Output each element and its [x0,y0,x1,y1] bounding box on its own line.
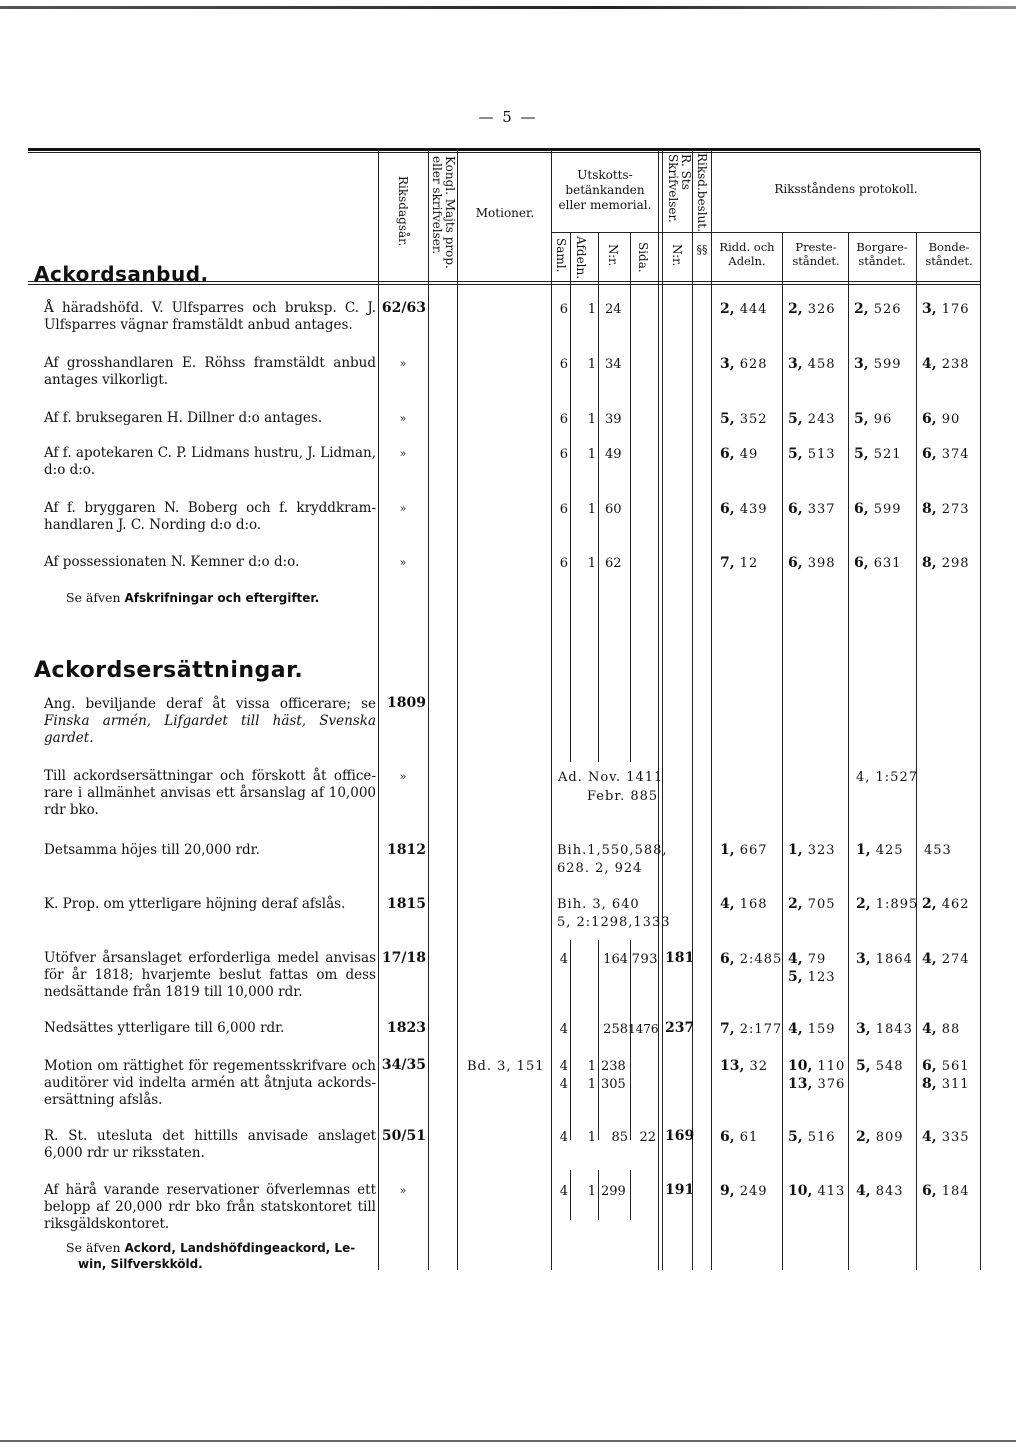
preste-page: 323 [807,843,836,858]
preste-page: 516 [807,1130,836,1145]
bonde-page: 90 [941,412,961,427]
saml-value: 6 [559,302,568,317]
utskott-ref: Ad. Nov. 1411 [558,770,664,785]
ridd-page: 32 [749,1059,769,1074]
preste-vol: 1, [788,842,803,858]
preste-page: 376 [817,1077,846,1092]
row-description: Af härå varande reservationer öfverlemnas ett belopp af 20,000 rdr bko från statskontoret till riksgäldskontoret. [44,1182,376,1232]
preste-page: 513 [807,447,836,462]
ridd-page: 168 [739,897,768,912]
bonde-page: 335 [941,1130,970,1145]
nr-value: 24 [605,302,622,317]
afdeln-value: 1 [587,502,596,517]
bonde-page: 311 [941,1077,970,1092]
bonde-vol: 4, [922,1129,937,1145]
ridd-vol: 1, [720,842,735,858]
table-top-rule-inner [28,152,980,153]
nr-value: 258 [603,1022,628,1037]
borgare-vol: 6, [854,501,869,517]
preste-vol: 3, [788,356,803,372]
header-preste: Preste- ståndet. [792,240,840,268]
preste-vol: 6, [788,555,803,571]
col-rule [598,1170,599,1220]
nr-value: 164 [603,952,628,967]
header-borgare: Borgare- ståndet. [856,240,908,268]
utskott-ref: Febr. 885 [587,789,659,804]
borgare-vol: 5, [854,411,869,427]
ridd-vol: 7, [720,1021,735,1037]
afdeln-value: 1 [587,412,596,427]
see-also-2: Se äfven Ackord, Landshöfdingeackord, Le- [66,1240,356,1255]
preste-vol: 13, [788,1076,813,1092]
utskott-ref: 5, 2:1298,1333 [557,915,671,930]
saml-value: 6 [559,502,568,517]
header-protokoll: Riksståndens protokoll. [774,182,918,196]
borgare-page: 548 [875,1059,904,1074]
header-kongl: Kongl. Majts prop. eller skrifvelser. [430,156,457,269]
header-riksdagsar: Riksdagsår. [396,176,410,247]
afdeln-value: 1 [587,1184,596,1199]
subheader-rule-right [711,232,980,233]
ridd-page: 61 [739,1130,759,1145]
col-rule [570,232,571,762]
bonde-page: 184 [941,1184,970,1199]
ridd-page: 2:485 [739,952,783,967]
borgare-page: 843 [875,1184,904,1199]
ridd-vol: 4, [720,896,735,912]
header-sida: Sida. [636,242,650,273]
row-year: 1812 [387,842,426,858]
ridd-page: 249 [739,1184,768,1199]
row-year: » [399,502,407,515]
motion-ref: Bd. 3, 151 [467,1059,545,1074]
row-year: » [399,357,407,370]
bonde-page: 298 [941,556,970,571]
afdeln-value: 1 [587,302,596,317]
borgare-page: 809 [875,1130,904,1145]
col-rule [570,1170,571,1220]
sida-value: 22 [639,1130,656,1145]
afdeln-value: 1 [587,357,596,372]
ridd-page: 667 [739,843,768,858]
ridd-page: 444 [739,302,768,317]
ridd-page: 49 [739,447,759,462]
row-description: Till ackordsersättningar och förskott åt officerare i allmänhet anvisas ett årsanslag af 10,000 rdr bko. [44,768,376,818]
borgare-vol: 2, [856,896,871,912]
borgare-vol: 4, [856,1183,871,1199]
sida-value: 1476 [628,1022,659,1036]
header-nr: N:r. [606,244,620,267]
saml-value: 4 [559,1022,568,1037]
bonde-page: 238 [941,357,970,372]
col-rule [782,232,783,1270]
borgare-page: 1:895 [875,897,919,912]
preste-page: 398 [807,556,836,571]
row-description: Af grosshandlaren E. Röhss framstäldt anbud antages vilkorligt. [44,355,376,388]
row-description: Af f. bryggaren N. Boberg och f. kryddkramhandlaren J. C. Nording d:o d:o. [44,500,376,533]
ridd-vol: 7, [720,555,735,571]
preste-vol: 2, [788,301,803,317]
header-afdeln: Afdeln. [574,236,588,280]
ridd-vol: 6, [720,1129,735,1145]
col-rule [598,940,599,1140]
borgare-page: 1843 [875,1022,913,1037]
borgare-page: 631 [873,556,902,571]
col-rule [630,1170,631,1220]
utskott-ref: 628. 2, 924 [557,861,643,876]
col-rule [848,232,849,1270]
see-also-2-cont: win, Silfverskköld. [78,1257,203,1271]
preste-page: 337 [807,502,836,517]
bonde-vol: 3, [922,301,937,317]
ridd-vol: 6, [720,951,735,967]
row-year: 17/18 [381,950,426,966]
borgare-vol: 2, [854,301,869,317]
row-description: Utöfver årsanslaget erforderliga medel anvisas för år 1818; hvarjemte beslut fattas om dess nedsättande från 1819 till 10,000 rdr. [44,950,376,1000]
nr-value: 49 [605,447,622,462]
row-description: Detsamma höjes till 20,000 rdr. [44,842,260,858]
borgare-vol: 5, [854,446,869,462]
afdeln-value: 1 [587,1130,596,1145]
r-sts-value: 169 [665,1128,695,1144]
row-description: Ang. beviljande deraf åt vissa officerare; se Finska armén, Lifgardet till häst, Svenska gardet. [44,696,376,746]
row-year: 50/51 [381,1128,426,1144]
afdeln-value: 1 [587,447,596,462]
ridd-vol: 13, [720,1058,745,1074]
borgare-page: 521 [873,447,902,462]
borgare-page: 96 [873,412,893,427]
preste-page: 326 [807,302,836,317]
preste-page: 243 [807,412,836,427]
ridd-vol: 9, [720,1183,735,1199]
preste-vol: 2, [788,896,803,912]
col-rule [711,150,712,1270]
preste-page: 705 [807,897,836,912]
top-rule [0,6,1016,9]
bonde-page: 462 [941,897,970,912]
row-year: 1815 [387,896,426,912]
afdeln-value: 1 [587,1077,596,1092]
bonde-page: 176 [941,302,970,317]
bonde-vol: 8, [922,501,937,517]
ridd-vol: 6, [720,446,735,462]
header-saml: Saml. [554,238,568,273]
header-utskotts: Utskotts- betänkanden eller memorial. [558,168,652,212]
row-description: Af possessionaten N. Kemner d:o d:o. [44,554,300,570]
bottom-rule [0,1440,1016,1442]
preste-vol: 10, [788,1058,813,1074]
bonde-page: 274 [941,952,970,967]
row-year: 34/35 [381,1057,426,1073]
row-year: 1809 [387,695,426,711]
saml-value: 4 [559,1184,568,1199]
saml-value: 4 [559,1059,568,1074]
borgare-page: 1864 [875,952,913,967]
row-year: 1823 [387,1020,426,1036]
bonde-vol: 4, [922,1021,937,1037]
ridd-vol: 3, [720,356,735,372]
bonde-vol: 6, [922,446,937,462]
row-year: » [399,447,407,460]
borgare-page: 599 [873,357,902,372]
borgare-vol: 3, [854,356,869,372]
bonde-page: 374 [941,447,970,462]
row-description: Å häradshöfd. V. Ulfsparres och bruksp. C. J. Ulfsparres vägnar framstäldt anbud antages. [44,300,376,333]
header-motioner: Motioner. [475,206,535,220]
row-description: K. Prop. om ytterligare höjning deraf afslås. [44,896,346,912]
col-rule [658,150,659,1270]
bonde-page: 561 [941,1059,970,1074]
col-rule [980,150,981,1270]
bonde-vol: 6, [922,1058,937,1074]
preste-page: 79 [807,952,827,967]
ridd-page: 12 [739,556,759,571]
page-number: — 5 — [478,108,538,126]
preste-vol: 5, [788,969,803,985]
ridd-page: 2:177 [739,1022,783,1037]
preste-vol: 10, [788,1183,813,1199]
header-ridd: Ridd. och Adeln. [719,240,775,268]
borgare-vol: 1, [856,842,871,858]
row-year: » [399,412,407,425]
nr-value: 39 [605,412,622,427]
r-sts-value: 191 [665,1182,695,1198]
preste-vol: 5, [788,1129,803,1145]
borgare-vol: 5, [856,1058,871,1074]
header-paragraphs: §§ [696,243,708,256]
saml-value: 4 [559,952,568,967]
preste-vol: 4, [788,951,803,967]
afdeln-value: 1 [587,556,596,571]
header-riksd-beslut: Riksd.beslut. [695,153,709,232]
row-description: Af f. bruksegaren H. Dillner d:o antages. [44,410,323,426]
row-description: Af f. apotekaren C. P. Lidmans hustru, J. Lidman, d:o d:o. [44,445,377,478]
col-rule [916,232,917,1270]
col-rule [551,150,552,1270]
row-year: » [399,556,407,569]
row-description: Motion om rättighet för regementsskrifvare och auditörer vid indelta armén att åtnjuta ackordsersättning afslås. [44,1058,376,1108]
col-rule [570,940,571,1140]
afdeln-value: 1 [587,1059,596,1074]
ridd-vol: 6, [720,501,735,517]
r-sts-value: 237 [665,1020,695,1036]
ridd-page: 628 [739,357,768,372]
borgare-page: 425 [875,843,904,858]
bonde-vol: 8, [922,555,937,571]
borgare-vol: 3, [856,1021,871,1037]
preste-page: 159 [807,1022,836,1037]
preste-page: 413 [817,1184,846,1199]
nr-value: 62 [605,556,622,571]
col-rule [630,232,631,762]
nr-value: 238 [601,1059,626,1074]
borgare-page: 599 [873,502,902,517]
table-top-rule [28,148,980,151]
preste-vol: 5, [788,411,803,427]
saml-value: 6 [559,357,568,372]
borgare-vol: 2, [856,1129,871,1145]
saml-value: 4 [559,1130,568,1145]
preste-page: 458 [807,357,836,372]
nr-value: 299 [601,1184,626,1199]
col-rule [457,150,458,1270]
preste-vol: 4, [788,1021,803,1037]
subheader-rule-left [551,232,711,233]
nr-value: 305 [601,1077,626,1092]
utskott-ref: Bih.1,550,588, [557,843,668,858]
row-description: R. St. utesluta det hittills anvisade anslaget 6,000 rdr ur riksstaten. [44,1128,376,1161]
saml-value: 4 [559,1077,568,1092]
ridd-vol: 5, [720,411,735,427]
saml-value: 6 [559,447,568,462]
ridd-page: 352 [739,412,768,427]
sida-value: 793 [631,952,658,967]
bonde-ref: 453 [924,843,952,858]
nr-value: 85 [611,1130,628,1145]
col-rule [662,150,663,1270]
ridd-vol: 2, [720,301,735,317]
row-year: » [399,1184,407,1197]
saml-value: 6 [559,412,568,427]
section-title-ackordsersattningar: Ackordsersättningar. [34,658,304,683]
col-rule [428,150,429,1270]
saml-value: 6 [559,556,568,571]
bonde-vol: 4, [922,951,937,967]
bonde-vol: 6, [922,411,937,427]
row-year: 62/63 [381,300,426,316]
preste-page: 110 [817,1059,846,1074]
borgare-vol: 6, [854,555,869,571]
preste-vol: 5, [788,446,803,462]
col-rule [598,232,599,762]
bonde-vol: 2, [922,896,937,912]
row-description: Nedsättes ytterligare till 6,000 rdr. [44,1020,285,1036]
preste-page: 123 [807,970,836,985]
borgare-ref: 4, 1:527 [856,770,918,785]
nr-value: 34 [605,357,622,372]
header-r-sts: R. Sts Skrifvelser. [666,154,693,223]
bonde-page: 273 [941,502,970,517]
bonde-vol: 4, [922,356,937,372]
see-also-1: Se äfven Afskrifningar och eftergifter. [66,590,320,605]
borgare-page: 526 [873,302,902,317]
col-rule [692,150,693,1270]
section-title-ackordsanbud: Ackordsanbud. [34,262,209,286]
nr-value: 60 [605,502,622,517]
col-rule [378,150,379,1270]
header-bonde: Bonde- ståndet. [925,240,973,268]
utskott-ref: Bih. 3, 640 [557,897,640,912]
bonde-vol: 8, [922,1076,937,1092]
r-sts-value: 181 [665,950,695,966]
row-year: » [399,770,407,783]
col-rule [630,940,631,1140]
preste-vol: 6, [788,501,803,517]
borgare-vol: 3, [856,951,871,967]
bonde-vol: 6, [922,1183,937,1199]
ridd-page: 439 [739,502,768,517]
bonde-page: 88 [941,1022,961,1037]
header-nr-2: N:r. [670,244,684,267]
